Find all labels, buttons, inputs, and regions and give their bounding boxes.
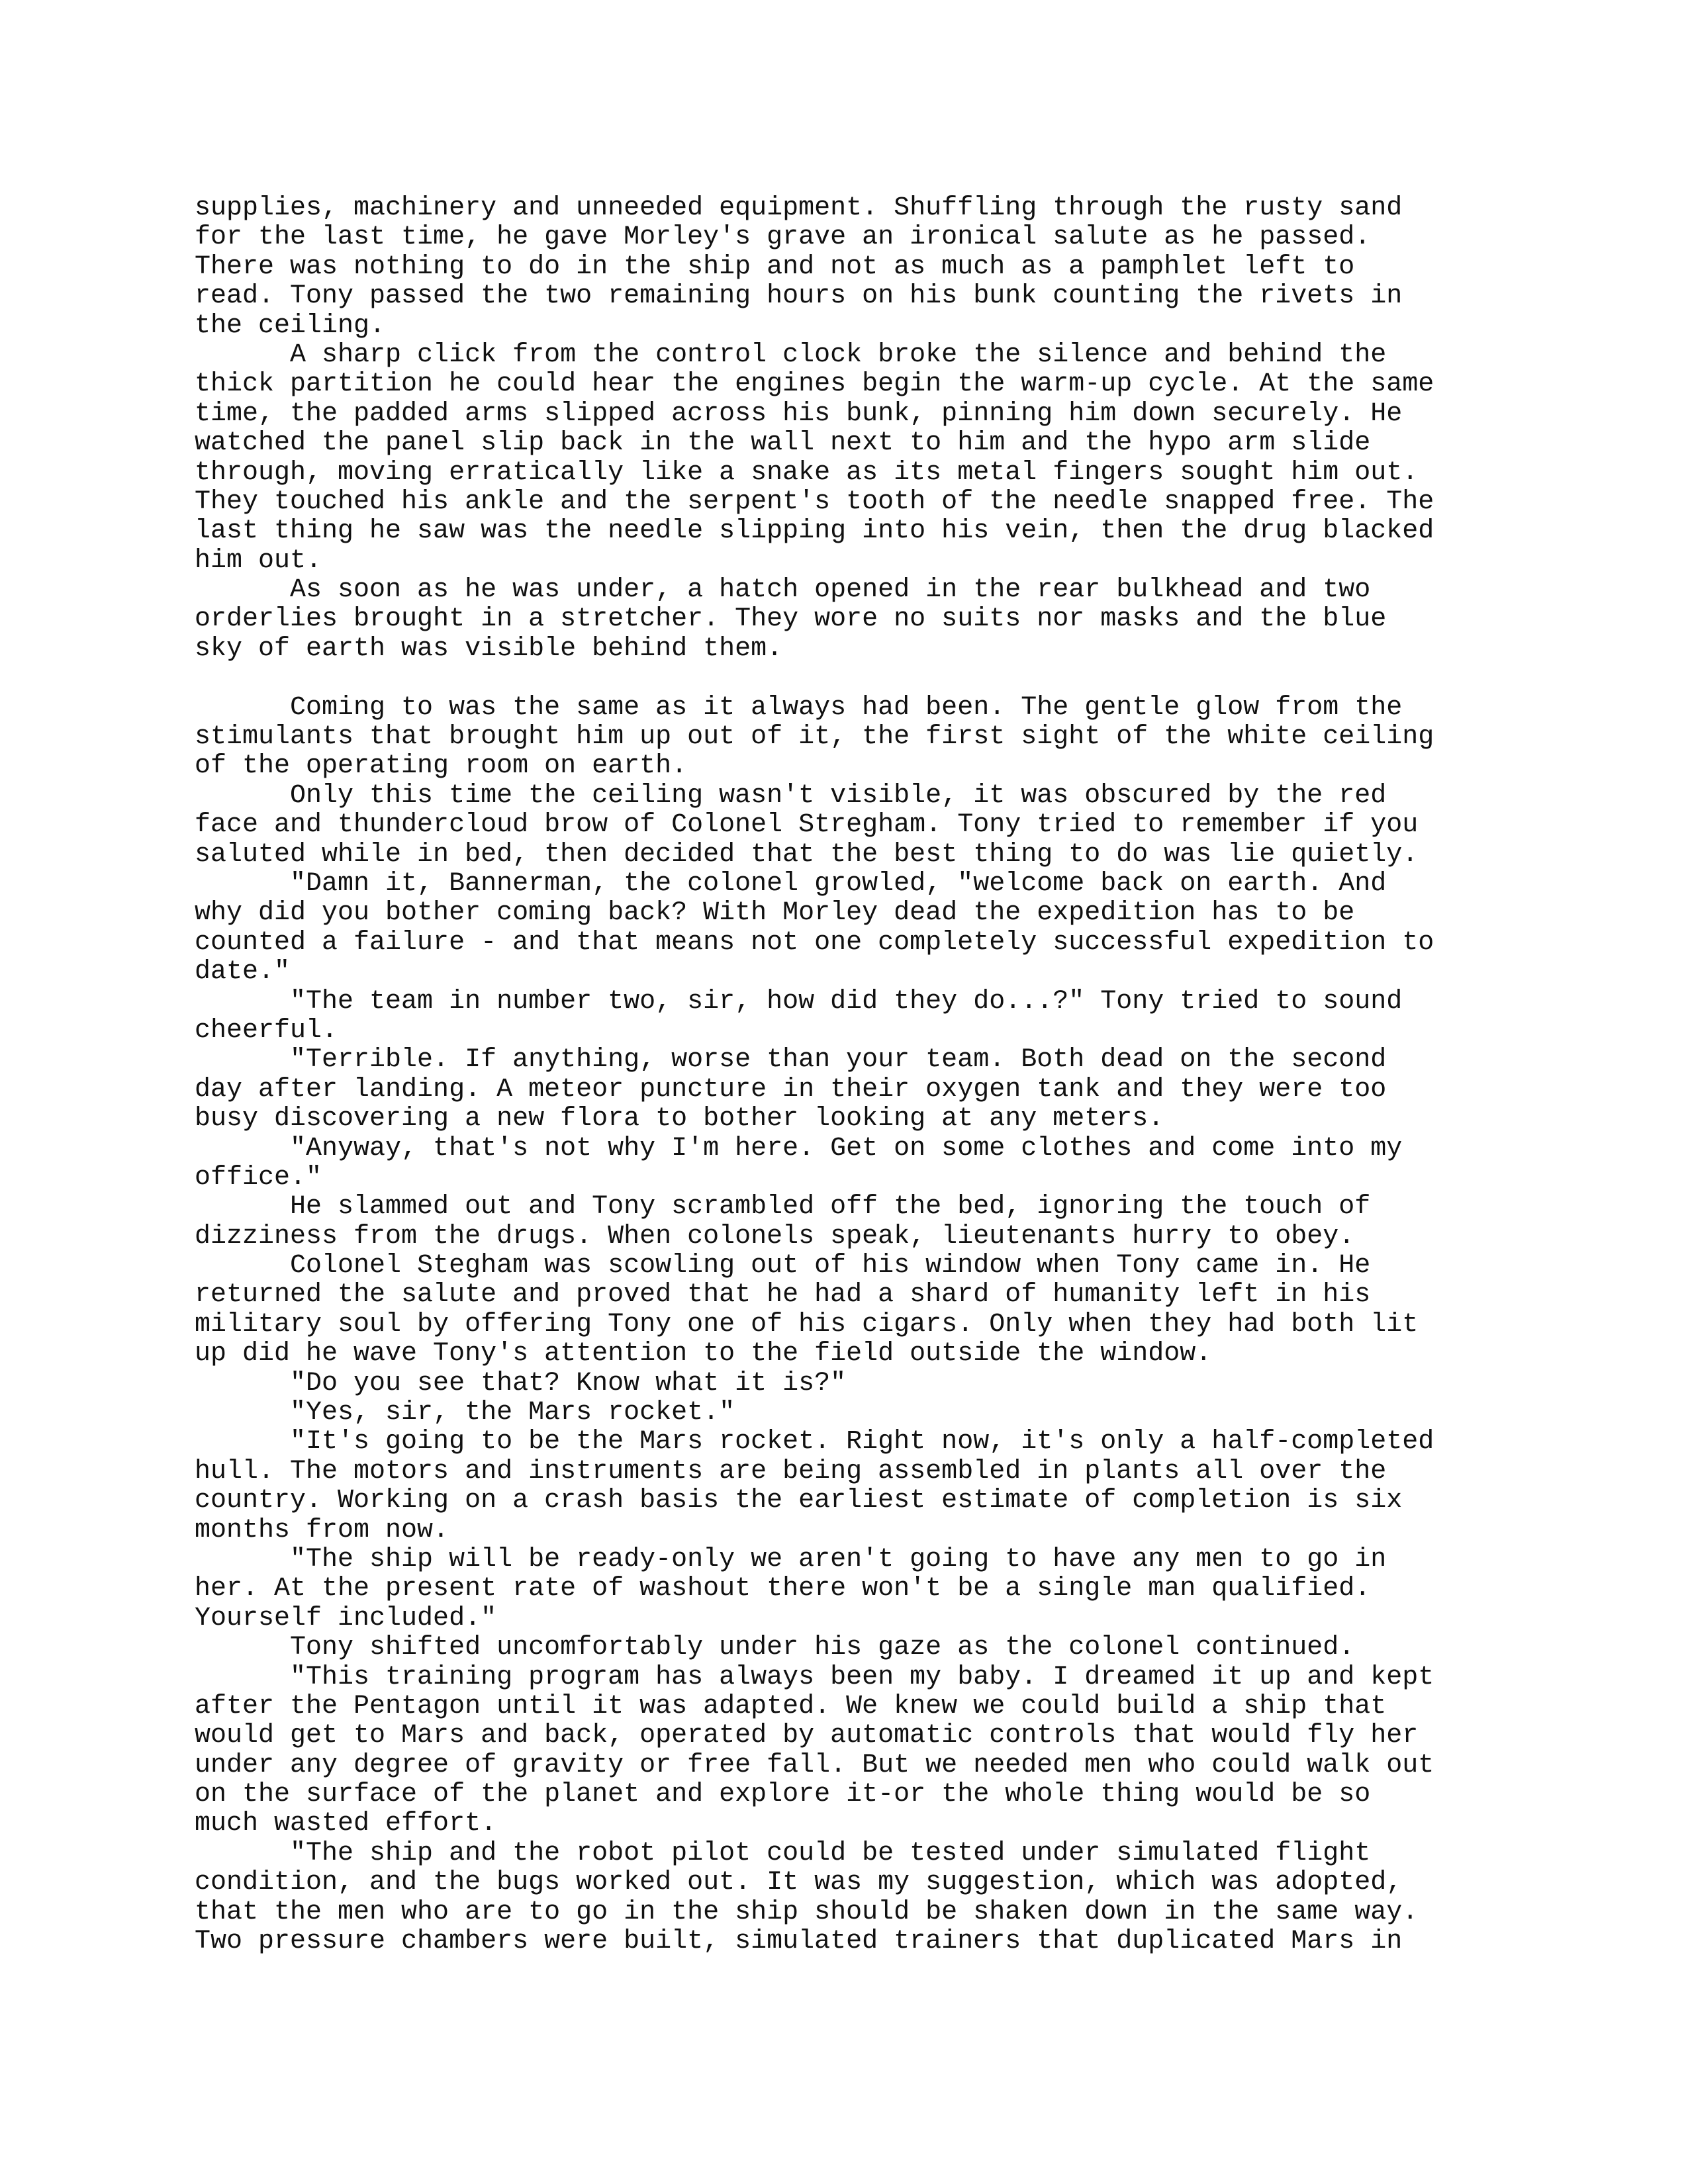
text-line: returned the salute and proved that he had a shard of humanity left in his [195, 1280, 1371, 1310]
text-line: sky of earth was visible behind them. [195, 633, 783, 664]
text-line: why did you bother coming back? With Morley dead the expedition has to be [195, 898, 1355, 929]
text-line: Coming to was the same as it always had been. The gentle glow from the [195, 692, 1403, 723]
text-line: through, moving erratically like a snake as its metal fingers sought him out. [195, 457, 1419, 488]
text-line: read. Tony passed the two remaining hours on his bunk counting the rivets in [195, 281, 1403, 312]
text-line: the ceiling. [195, 310, 386, 341]
text-line: under any degree of gravity or free fall. But we needed men who could walk out [195, 1750, 1434, 1780]
text-line: country. Working on a crash basis the earliest estimate of completion is six [195, 1486, 1403, 1516]
text-line: "Do you see that? Know what it is?" [195, 1368, 847, 1398]
text-line: thick partition he could hear the engines begin the warm-up cycle. At the same [195, 369, 1434, 400]
text-line: Two pressure chambers were built, simulated trainers that duplicated Mars in [195, 1927, 1403, 1957]
text-line: counted a failure - and that means not one completely successful expedition to [195, 927, 1434, 958]
text-line: that the men who are to go in the ship should be shaken down in the same way. [195, 1897, 1419, 1927]
text-line: her. At the present rate of washout there won't be a single man qualified. [195, 1574, 1371, 1604]
text-line: hull. The motors and instruments are being assembled in plants all over the [195, 1456, 1387, 1486]
text-line: "This training program has always been my baby. I dreamed it up and kept [195, 1662, 1434, 1692]
text-line: Yourself included." [195, 1603, 497, 1633]
text-line: "Anyway, that's not why I'm here. Get on some clothes and come into my [195, 1133, 1403, 1163]
text-line: up did he wave Tony's attention to the field outside the window. [195, 1339, 1212, 1369]
text-line: time, the padded arms slipped across his bunk, pinning him down securely. He [195, 398, 1403, 429]
text-line: dizziness from the drugs. When colonels speak, lieutenants hurry to obey. [195, 1221, 1355, 1251]
text-line: They touched his ankle and the serpent's tooth of the needle snapped free. The [195, 486, 1434, 517]
text-line: Tony shifted uncomfortably under his gaze as the colonel continued. [195, 1633, 1355, 1663]
text-line: There was nothing to do in the ship and not as much as a pamphlet left to [195, 251, 1355, 282]
text-line: "It's going to be the Mars rocket. Right now, it's only a half-completed [195, 1427, 1434, 1457]
text-line: "The ship will be ready-only we aren't going to have any men to go in [195, 1544, 1387, 1574]
text-line: would get to Mars and back, operated by automatic controls that would fly her [195, 1721, 1419, 1751]
text-line: He slammed out and Tony scrambled off the bed, ignoring the touch of [195, 1192, 1371, 1222]
text-line: of the operating room on earth. [195, 751, 688, 782]
text-line: Colonel Stegham was scowling out of his window when Tony came in. He [195, 1251, 1371, 1281]
text-line: on the surface of the planet and explore it-or the whole thing would be so [195, 1780, 1371, 1810]
text-line: stimulants that brought him up out of it, the first sight of the white ceiling [195, 722, 1434, 752]
text-line: office." [195, 1162, 322, 1193]
text-line: much wasted effort. [195, 1809, 497, 1839]
text-line: Only this time the ceiling wasn't visible, it was obscured by the red [195, 780, 1387, 811]
text-line: last thing he saw was the needle slipping into his vein, then the drug blacked [195, 516, 1434, 547]
blank-line [195, 664, 1525, 693]
text-line: "The ship and the robot pilot could be tested under simulated flight [195, 1838, 1371, 1868]
text-line: military soul by offering Tony one of his cigars. Only when they had both lit [195, 1309, 1419, 1340]
text-line: for the last time, he gave Morley's grave an ironical salute as he passed. [195, 222, 1371, 253]
text-line: him out. [195, 545, 322, 576]
text-line: busy discovering a new flora to bother looking at any meters. [195, 1104, 1164, 1134]
text-line: "Yes, sir, the Mars rocket." [195, 1398, 735, 1428]
text-line: orderlies brought in a stretcher. They wore no suits nor masks and the blue [195, 604, 1387, 635]
text-line: "Terrible. If anything, worse than your team. Both dead on the second [195, 1045, 1387, 1075]
text-line: supplies, machinery and unneeded equipment. Shuffling through the rusty sand [195, 193, 1403, 223]
text-line: A sharp click from the control clock broke the silence and behind the [195, 340, 1387, 370]
text-line: "Damn it, Bannerman, the colonel growled, "welcome back on earth. And [195, 868, 1387, 899]
text-line: condition, and the bugs worked out. It was my suggestion, which was adopted, [195, 1868, 1403, 1898]
text-line: saluted while in bed, then decided that the best thing to do was lie quietly. [195, 839, 1419, 870]
text-line: months from now. [195, 1515, 449, 1545]
text-line: face and thundercloud brow of Colonel Stregham. Tony tried to remember if you [195, 810, 1419, 841]
story-text [195, 194, 1525, 1956]
text-line: As soon as he was under, a hatch opened in the rear bulkhead and two [195, 575, 1371, 606]
text-line: "The team in number two, sir, how did they do...?" Tony tried to sound [195, 986, 1403, 1017]
text-line: cheerful. [195, 1015, 338, 1046]
text-line: day after landing. A meteor puncture in their oxygen tank and they were too [195, 1074, 1387, 1105]
text-line: after the Pentagon until it was adapted. We knew we could build a ship that [195, 1691, 1387, 1721]
text-line: date." [195, 957, 291, 987]
text-line: watched the panel slip back in the wall next to him and the hypo arm slide [195, 428, 1371, 459]
